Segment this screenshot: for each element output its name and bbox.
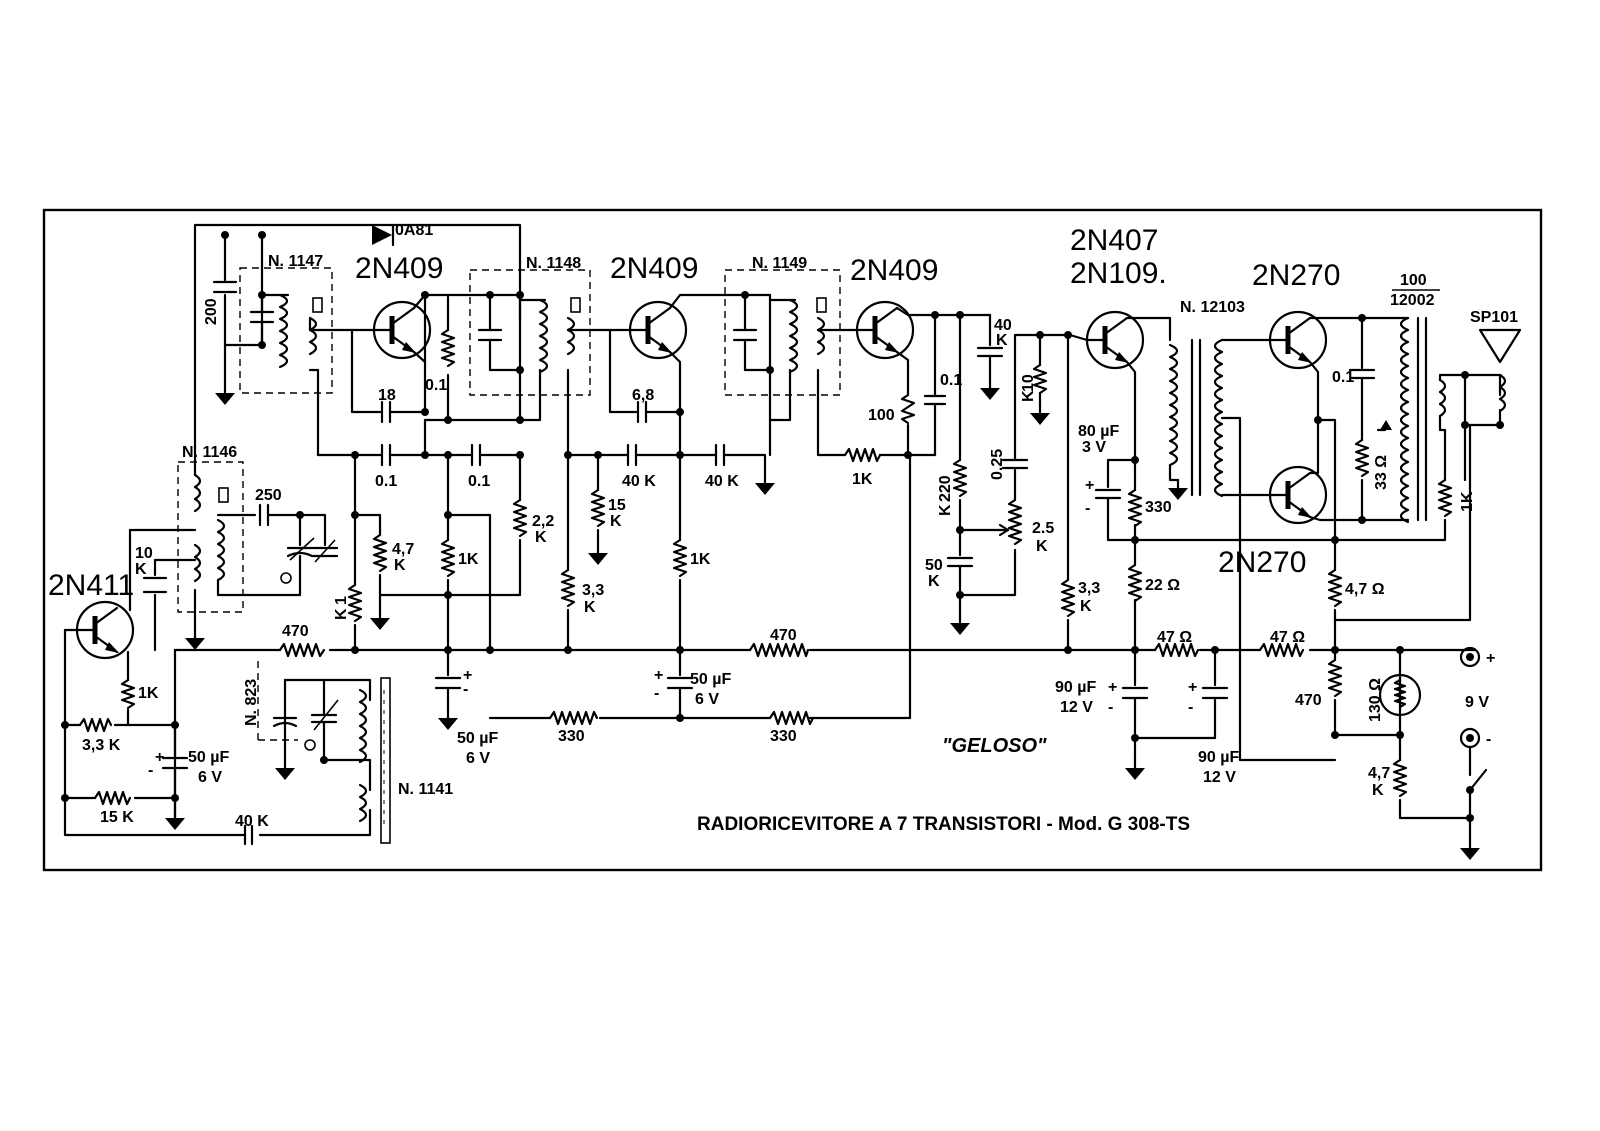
- label-r1k-v-b: K: [333, 608, 350, 620]
- label-n12103: N. 12103: [1180, 299, 1245, 316]
- label-r1k-a: 1K: [458, 551, 479, 568]
- label-r220-a: 220: [937, 475, 954, 502]
- label-r22o: 22 Ω: [1145, 577, 1181, 594]
- label-r47k-a: 4,7: [392, 541, 415, 558]
- label-2n411: 2N411: [48, 569, 135, 602]
- label-r47k-e-b: K: [1372, 782, 1384, 799]
- label-c80-minus: -: [1085, 500, 1091, 517]
- bypass-row-1: [318, 420, 526, 730]
- label-r33k-c-b: K: [1080, 598, 1092, 615]
- stage-2n409-3: [845, 302, 1070, 635]
- transistor-2n270-lower: [1270, 467, 1326, 523]
- label-r470-b: 470: [770, 627, 797, 644]
- label-r330-a: 330: [1145, 499, 1172, 516]
- label-100: 100: [1400, 272, 1427, 289]
- label-r10k-c-a: 10: [1020, 374, 1037, 392]
- label-c80-b: 3 V: [1082, 439, 1107, 456]
- transistor-2n409-2: [630, 302, 686, 358]
- label-r47o-a: 47 Ω: [1157, 629, 1193, 646]
- label-r22k-b: K: [535, 529, 547, 546]
- label-c50-a-plus: +: [155, 749, 165, 766]
- label-r130: 130 Ω: [1367, 678, 1384, 722]
- label-r330-c: 330: [770, 728, 797, 745]
- label-c200: 200: [203, 298, 220, 325]
- label-c40k-b: 40 K: [705, 473, 739, 490]
- label-2n409-2: 2N409: [610, 252, 699, 285]
- label-c01-b: 0.1: [468, 473, 491, 490]
- label-c50-a-a: 50 µF: [188, 749, 230, 766]
- label-sp101: SP101: [1470, 309, 1519, 326]
- label-pot-a: 2.5: [1032, 520, 1055, 537]
- label-c18: 18: [378, 387, 396, 404]
- label-c01-c: 0.1: [940, 372, 963, 389]
- label-terminal-plus: +: [1486, 650, 1496, 667]
- label-c90-b-plus: +: [1188, 679, 1198, 696]
- output-transformer: [1378, 318, 1520, 522]
- label-c50-c-plus: +: [654, 667, 664, 684]
- transistor-2n270-upper: [1270, 312, 1326, 368]
- label-n1148: N. 1148: [526, 255, 582, 272]
- label-n1141: N. 1141: [398, 781, 454, 798]
- label-c50-a-minus: -: [148, 762, 154, 779]
- label-supply-9v: 9 V: [1465, 694, 1490, 711]
- label-12002: 12002: [1390, 292, 1435, 309]
- transistor-2n409-3: [857, 302, 913, 358]
- label-2n270-upper: 2N270: [1252, 259, 1341, 292]
- label-r33k-c-a: 3,3: [1078, 580, 1101, 597]
- label-2n407: 2N407: [1070, 224, 1159, 257]
- label-c50k-a: 50: [925, 557, 943, 574]
- if-transformer-n1148: [470, 270, 608, 455]
- stage-2n409-1: [352, 291, 520, 424]
- schematic-title: RADIORICEVITORE A 7 TRANSISTORI - Mod. G 308-TS: [697, 814, 1190, 835]
- label-2n409-3: 2N409: [850, 254, 939, 287]
- label-r33k-b: K: [584, 599, 596, 616]
- label-c90-b-minus: -: [1188, 699, 1194, 716]
- label-r01: 0.1: [425, 377, 448, 394]
- label-c90-a-minus: -: [1108, 699, 1114, 716]
- label-terminal-minus: -: [1486, 731, 1492, 748]
- label-r33k-e: 3,3 K: [82, 737, 121, 754]
- label-c40k-a: 40 K: [622, 473, 656, 490]
- label-c01-a: 0.1: [375, 473, 398, 490]
- label-c50-a-b: 6 V: [198, 769, 223, 786]
- label-r1k-v-a: 1: [333, 596, 350, 605]
- label-c90-a-a: 90 µF: [1055, 679, 1097, 696]
- label-r100: 100: [868, 407, 895, 424]
- label-c90-b-b: 12 V: [1203, 769, 1236, 786]
- label-c50k-b: K: [928, 573, 940, 590]
- label-c10-b: K: [135, 561, 147, 578]
- label-c90-b-a: 90 µF: [1198, 749, 1240, 766]
- label-n1149: N. 1149: [752, 255, 808, 272]
- label-c01-d: 0.1: [1332, 369, 1355, 386]
- labels: [48, 222, 1518, 835]
- label-c50-b-b: 6 V: [466, 750, 491, 767]
- label-pot-b: K: [1036, 538, 1048, 555]
- transistor-2n407: [1087, 312, 1143, 368]
- tuning-section: [260, 505, 337, 595]
- label-n823: N. 823: [243, 678, 260, 726]
- label-c50-c-b: 6 V: [695, 691, 720, 708]
- label-r1k-c: 1K: [852, 471, 873, 488]
- label-2n270-lower: 2N270: [1218, 546, 1307, 579]
- label-r47k-e-a: 4,7: [1368, 765, 1391, 782]
- label-c40k-c-b: K: [996, 332, 1008, 349]
- label-r47o-b: 47 Ω: [1270, 629, 1306, 646]
- label-r22k-a: 2,2: [532, 513, 555, 530]
- label-c50-b-minus: -: [463, 681, 469, 698]
- label-c80-a: 80 µF: [1078, 423, 1120, 440]
- label-r1k-b: 1K: [690, 551, 711, 568]
- label-r330-b: 330: [558, 728, 585, 745]
- label-r220-b: K: [937, 504, 954, 516]
- label-r10k-c-b: K: [1020, 390, 1037, 402]
- brand-geloso: "GELOSO": [942, 735, 1047, 757]
- if-transformer-n1149: [725, 270, 857, 455]
- label-r47k-b: K: [394, 557, 406, 574]
- label-r1k-e: 1K: [138, 685, 159, 702]
- label-r470-c: 470: [1295, 692, 1322, 709]
- label-n1146: N. 1146: [182, 444, 238, 461]
- label-c250: 250: [255, 487, 282, 504]
- label-r33k-a: 3,3: [582, 582, 605, 599]
- diode-0a81: [221, 225, 393, 245]
- label-c50-c-minus: -: [654, 685, 660, 702]
- label-r15k-b: K: [610, 513, 622, 530]
- label-c80-plus: +: [1085, 477, 1095, 494]
- label-r15k-e: 15 K: [100, 809, 134, 826]
- transistor-2n411: [77, 602, 133, 658]
- stage-2n409-2: [562, 295, 775, 722]
- label-2n109: 2N109.: [1070, 257, 1167, 290]
- label-c40k-c-a: 40: [994, 317, 1012, 334]
- label-n1147: N. 1147: [268, 253, 324, 270]
- label-r1k-d: 1K: [1459, 491, 1476, 512]
- label-c40k-e: 40 K: [235, 813, 269, 830]
- label-0a81: 0A81: [395, 222, 434, 239]
- label-r47o: 4,7 Ω: [1345, 581, 1385, 598]
- label-c50-b-a: 50 µF: [457, 730, 499, 747]
- label-c025: 0.25: [989, 448, 1006, 480]
- label-c90-a-b: 12 V: [1060, 699, 1093, 716]
- label-c68: 6,8: [632, 387, 655, 404]
- label-c50-c-a: 50 µF: [690, 671, 732, 688]
- label-c10-a: 10: [135, 545, 153, 562]
- label-r470-a: 470: [282, 623, 309, 640]
- label-r33o: 33 Ω: [1373, 454, 1390, 490]
- label-c90-a-plus: +: [1108, 679, 1118, 696]
- coil-n1146: [178, 225, 520, 650]
- transistor-2n409-1: [374, 302, 430, 358]
- label-2n409-1: 2N409: [355, 252, 444, 285]
- label-c50-b-plus: +: [463, 667, 473, 684]
- label-r15k-a: 15: [608, 497, 626, 514]
